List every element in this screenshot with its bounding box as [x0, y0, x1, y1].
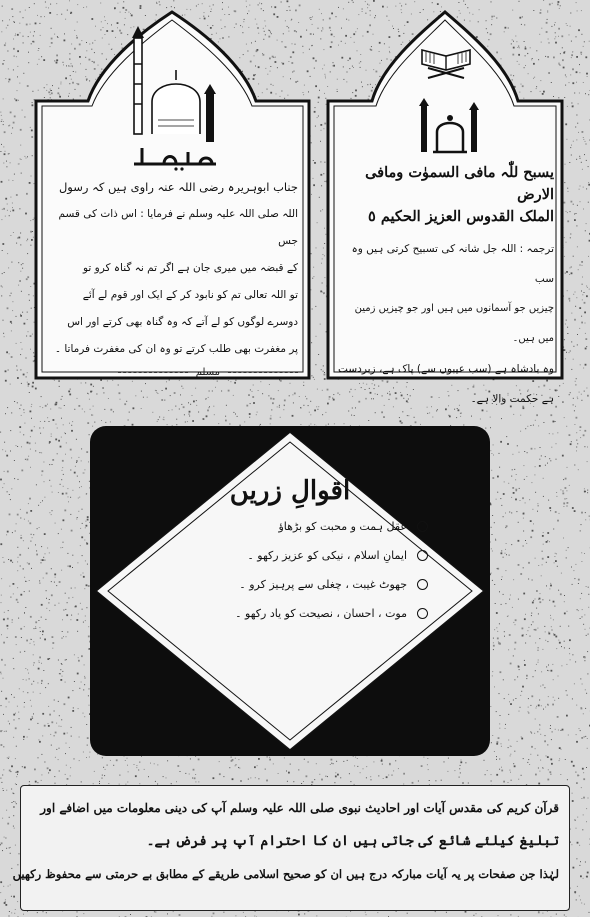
- aqwal-item: [108, 570, 428, 599]
- aqwal-item: [108, 541, 428, 570]
- al-quran-logo-icon: [415, 96, 485, 160]
- bullet-circle-icon: [417, 550, 428, 561]
- hadith-line-4: تو اللہ تعالی تم کو نابود کر کے ایک اور قوم لے آئے: [82, 289, 298, 301]
- source-rule-right: [228, 372, 298, 373]
- verse-line-1: یسبح للّٰہ مافی السموٰت ومافی الارض: [365, 164, 554, 203]
- hadith-line-5: دوسرے لوگوں کو لے آتے کہ وہ گناہ بھی کرتے اور اس: [67, 316, 298, 328]
- bullet-circle-icon: [417, 608, 428, 619]
- mosque-dome-icon: [122, 24, 222, 154]
- hadith-source-row: [46, 367, 298, 378]
- verse-line-2: الملک القدوس العزیز الحکیم ٥: [367, 208, 554, 225]
- aqwal-item-text: عقل ہمت و محبت کو بڑھاؤ: [278, 520, 407, 533]
- bullet-circle-icon: [417, 579, 428, 590]
- aqwal-item-text: جھوٹ غیبت ، چغلی سے پرہیز کرو ۔: [239, 578, 407, 591]
- aqwal-item: [108, 512, 428, 541]
- translation-line-2: چیزیں جو آسمانوں میں ہیں اور جو چیزیں زمین میں ہیں۔: [354, 303, 554, 344]
- translation-line-3: وہ بادشاہ ہے (سب عیبوں سے) پاک ہے، زبردست: [338, 363, 554, 375]
- aqwal-item: [108, 599, 428, 628]
- source-rule-left: [118, 372, 188, 373]
- aqwal-list: [108, 512, 428, 628]
- notice-line-3: لہٰذا جن صفحات پر یہ آیات مبارکہ درج ہیں ان کو صحیح اسلامی طریقے کے مطابق بے حرمتی سے محفوظ رکھیں: [12, 867, 559, 881]
- hadith-line-3: کے قبضہ میں میری جان ہے اگر تم نہ گناہ کرو تو: [82, 262, 298, 274]
- aqwal-item-text: ایمانِ اسلام ، نیکی کو عزیز رکھو ۔: [247, 549, 407, 562]
- notice-line-2: تبلیغ کیلئے شائع کی جاتی ہیں ان کا احترام آپ پر فرض ہے۔: [146, 833, 559, 849]
- aqwal-title: اقوالِ زریں: [229, 476, 351, 506]
- hadith-calligraphy-icon: [130, 142, 220, 172]
- hadith-line-2: اللہ صلی اللہ علیہ وسلم نے فرمایا : اس ذات کی قسم جس: [58, 208, 298, 247]
- translation-line-4: ہے حکمت والا ہے۔: [470, 393, 554, 405]
- notice-line-1: قرآن کریم کی مقدس آیات اور احادیث نبوی صلی اللہ علیہ وسلم آپ کی دینی معلومات میں اضافے اور: [40, 801, 559, 815]
- bullet-circle-icon: [417, 521, 428, 532]
- respect-notice-box: [12, 785, 570, 911]
- translation-line-1: ترجمہ : اللہ جل شانہ کی تسبیح کرتی ہیں وہ سب: [351, 243, 554, 285]
- quran-panel: [322, 6, 568, 405]
- aqwal-item-text: موت ، احسان ، نصیحت کو یاد رکھو ۔: [235, 607, 407, 620]
- hadith-panel: [30, 6, 315, 384]
- hadith-source: مسلم: [195, 367, 220, 378]
- hadith-line-1: جناب ابوہریرہ رضی اللہ عنہ راوی ہیں کہ رسول: [58, 180, 298, 194]
- hadith-line-6: پر مغفرت بھی طلب کرتے تو وہ ان کی مغفرت فرماتا ۔: [54, 343, 298, 355]
- quran-book-icon: [418, 36, 474, 80]
